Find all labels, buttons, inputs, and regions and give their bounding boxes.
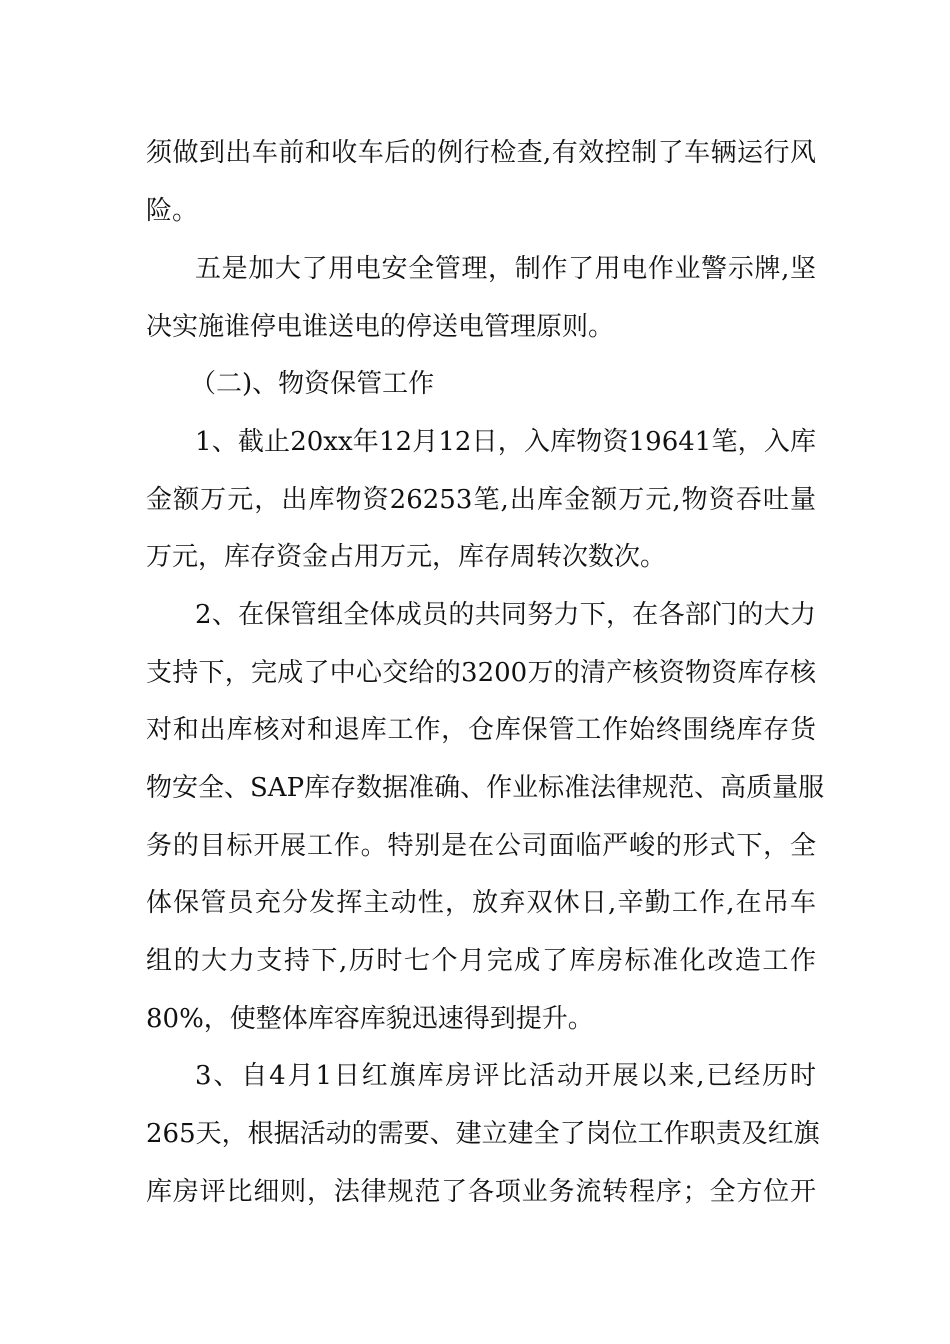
text-line: 务的目标开展工作。特别是在公司面临严峻的形式下，全 (146, 831, 816, 861)
text-line: 万元，库存资金占用万元，库存周转次数次。 (146, 542, 667, 572)
paragraph-first-line: 五是加大了用电安全管理，制作了用电作业警示牌,坚 (195, 254, 816, 284)
text-line: 险。 (146, 196, 199, 226)
section-heading: （二)、物资保管工作 (190, 369, 435, 399)
text-line: 265天，根据活动的需要、建立建全了岗位工作职责及红旗 (146, 1119, 820, 1149)
text-line: 决实施谁停电谁送电的停送电管理原则。 (146, 312, 615, 342)
text-line: 物安全、SAP库存数据准确、作业标准法律规范、高质量服 (146, 773, 825, 803)
paragraph-first-line: 2、在保管组全体成员的共同努力下，在各部门的大力 (195, 600, 816, 630)
text-line: 体保管员充分发挥主动性，放弃双休日,辛勤工作,在吊车 (146, 888, 816, 918)
text-line: 支持下，完成了中心交给的3200万的清产核资物资库存核 (146, 658, 816, 688)
text-line: 80%，使整体库容库貌迅速得到提升。 (146, 1004, 594, 1034)
text-line: 组的大力支持下,历时七个月完成了库房标准化改造工作 (146, 946, 816, 976)
text-line: 库房评比细则，法律规范了各项业务流转程序；全方位开 (146, 1177, 816, 1207)
text-line: 须做到出车前和收车后的例行检查,有效控制了车辆运行风 (146, 138, 816, 168)
text-line: 金额万元，出库物资26253笔,出库金额万元,物资吞吐量 (146, 485, 816, 515)
text-line: 对和出库核对和退库工作，仓库保管工作始终围绕库存货 (146, 715, 816, 745)
paragraph-first-line: 3、自4月1日红旗库房评比活动开展以来,已经历时 (195, 1061, 816, 1091)
paragraph-first-line: 1、截止20xx年12月12日，入库物资19641笔，入库 (195, 427, 816, 457)
